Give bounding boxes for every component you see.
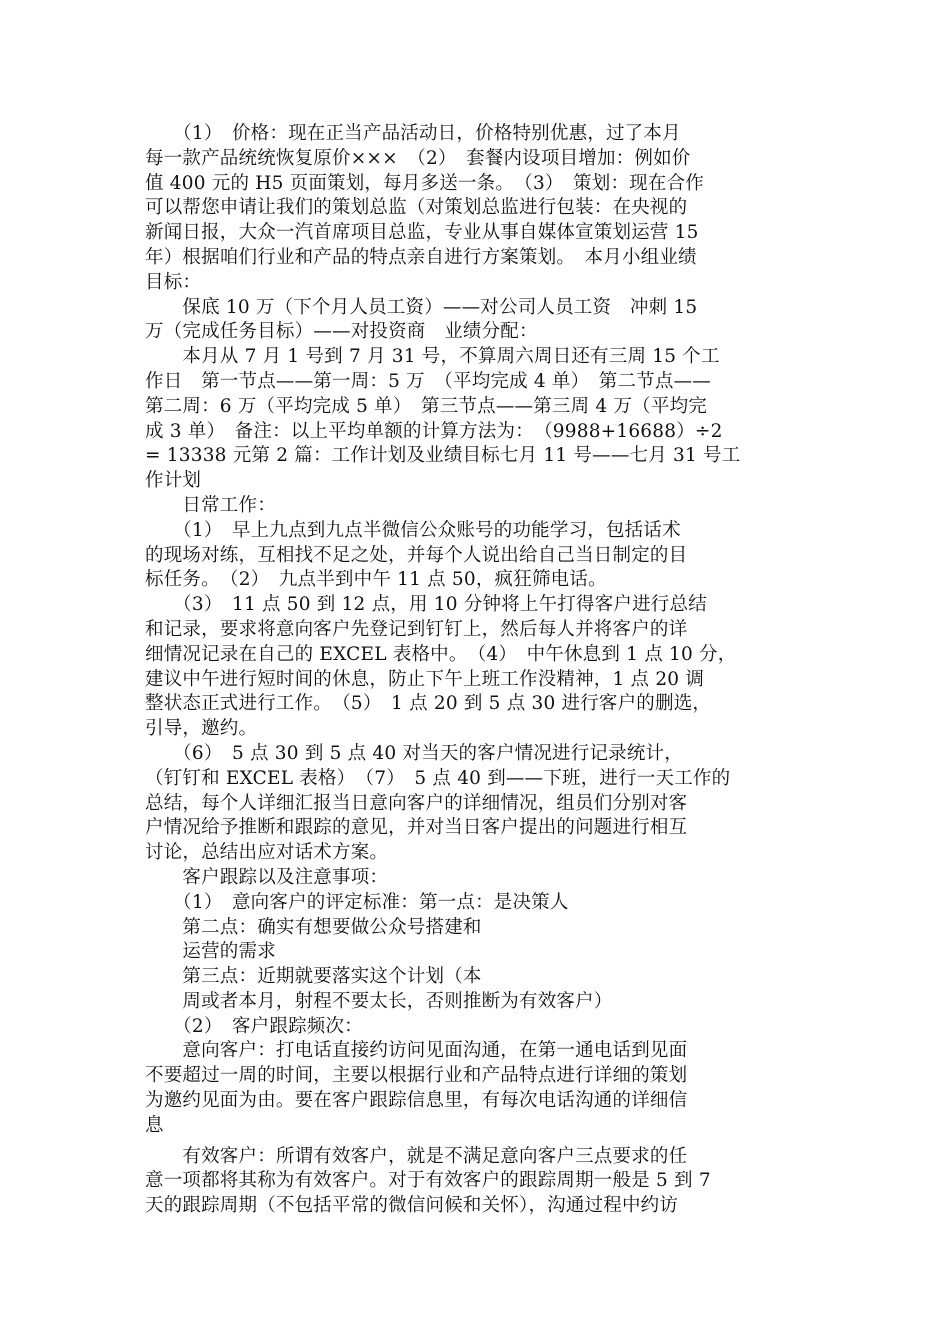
text-line: 目标： [145,271,202,293]
text-line: （6） 5 点 30 到 5 点 40 对当天的客户情况进行记录统计， [145,742,683,764]
text-line: 为邀约见面为由。要在客户跟踪信息里，有每次电话沟通的详细信 [145,1090,688,1112]
text-line: （1） 早上九点到九点半微信公众账号的功能学习，包括话术 [145,519,681,541]
text-line: 客户跟踪以及注意事项： [145,866,389,888]
text-line: 引导，邀约。 [145,718,258,740]
text-line: （1） 价格：现在正当产品活动日，价格特别优惠，过了本月 [145,123,681,144]
text-line: 意向客户：打电话直接约访问见面沟通，在第一通电话到见面 [145,1040,688,1062]
text-line: （钉钉和 EXCEL 表格） （7） 5 点 40 到——下班，进行一天工作的 [145,767,731,789]
text-line: 总结，每个人详细汇报当日意向客户的详细情况，组员们分别对客 [145,792,688,814]
text-line: （3） 11 点 50 到 12 点，用 10 分钟将上午打得客户进行总结 [145,594,707,616]
text-line: 值 400 元的 H5 页面策划，每月多送一条。 （3） 策划：现在合作 [145,172,704,194]
text-line: 运营的需求 [145,941,276,963]
text-line: 每一款产品统统恢复原价××× （2） 套餐内设项目增加：例如价 [145,147,691,169]
text-line: 户情况给予推断和跟踪的意见，并对当日客户提出的问题进行相互 [145,817,688,839]
text-line: 周或者本月，射程不要太长，否则推断为有效客户） [145,990,613,1012]
text-line: 日常工作： [145,494,276,516]
text-line: 可以帮您申请让我们的策划总监（对策划总监进行包装：在央视的 [145,197,688,219]
text-line: 息 [145,1114,164,1136]
text-line: 和记录，要求将意向客户先登记到钉钉上，然后每人并将客户的详 [145,618,688,640]
text-line: 成 3 单） 备注：以上平均单额的计算方法为： （9988+16688）÷2 [145,420,723,442]
text-line: 不要超过一周的时间，主要以根据行业和产品特点进行详细的策划 [145,1065,688,1087]
text-line: 有效客户：所谓有效客户，就是不满足意向客户三点要求的任 [145,1145,688,1167]
text-line: 整状态正式进行工作。 （5） 1 点 20 到 5 点 30 进行客户的删选， [145,693,712,715]
text-line: 天的跟踪周期（不包括平常的微信问候和关怀），沟通过程中约访 [145,1195,679,1217]
text-line: 作计划 [145,470,202,492]
text-line: = 13338 元第 2 篇：工作计划及业绩目标七月 11 号——七月 31 号工 [145,445,741,467]
text-line: 新闻日报，大众一汽首席项目总监，专业从事自媒体宣策划运营 15 [145,222,699,244]
text-line: 本月从 7 月 1 号到 7 月 31 号，不算周六周日还有三周 15 个工 [145,346,720,368]
text-line: （2） 客户跟踪频次： [145,1015,363,1037]
text-line: 标任务。 （2） 九点半到中午 11 点 50，疯狂筛电话。 [145,569,607,591]
text-line: 作日 第一节点——第一周：5 万 （平均完成 4 单） 第二节点—— [145,370,711,392]
text-line: 保底 10 万（下个月人员工资）——对公司人员工资 冲刺 15 [145,296,698,318]
text-line: 万（完成任务目标）——对投资商 业绩分配： [145,321,538,343]
text-line: 年）根据咱们行业和产品的特点亲自进行方案策划。 本月小组业绩 [145,246,697,268]
text-line: 建议中午进行短时间的休息，防止下午上班工作没精神，1 点 20 调 [145,668,705,690]
text-line: 意一项都将其称为有效客户。对于有效客户的跟踪周期一般是 5 到 7 [145,1170,711,1192]
text-line: 第三点：近期就要落实这个计划（本 [145,966,482,988]
text-line: 第二点：确实有想要做公众号搭建和 [145,916,482,938]
text-line: 第二周：6 万（平均完成 5 单） 第三节点——第三周 4 万（平均完 [145,395,707,417]
text-line: 讨论，总结出应对话术方案。 [145,842,389,864]
document-body [145,122,811,1219]
text-line: 的现场对练，互相找不足之处，并每个人说出给自己当日制定的目 [145,544,688,566]
text-line: 细情况记录在自己的 EXCEL 表格中。 （4） 中午休息到 1 点 10 分， [145,643,737,665]
text-line: （1） 意向客户的评定标准：第一点：是决策人 [145,891,569,913]
